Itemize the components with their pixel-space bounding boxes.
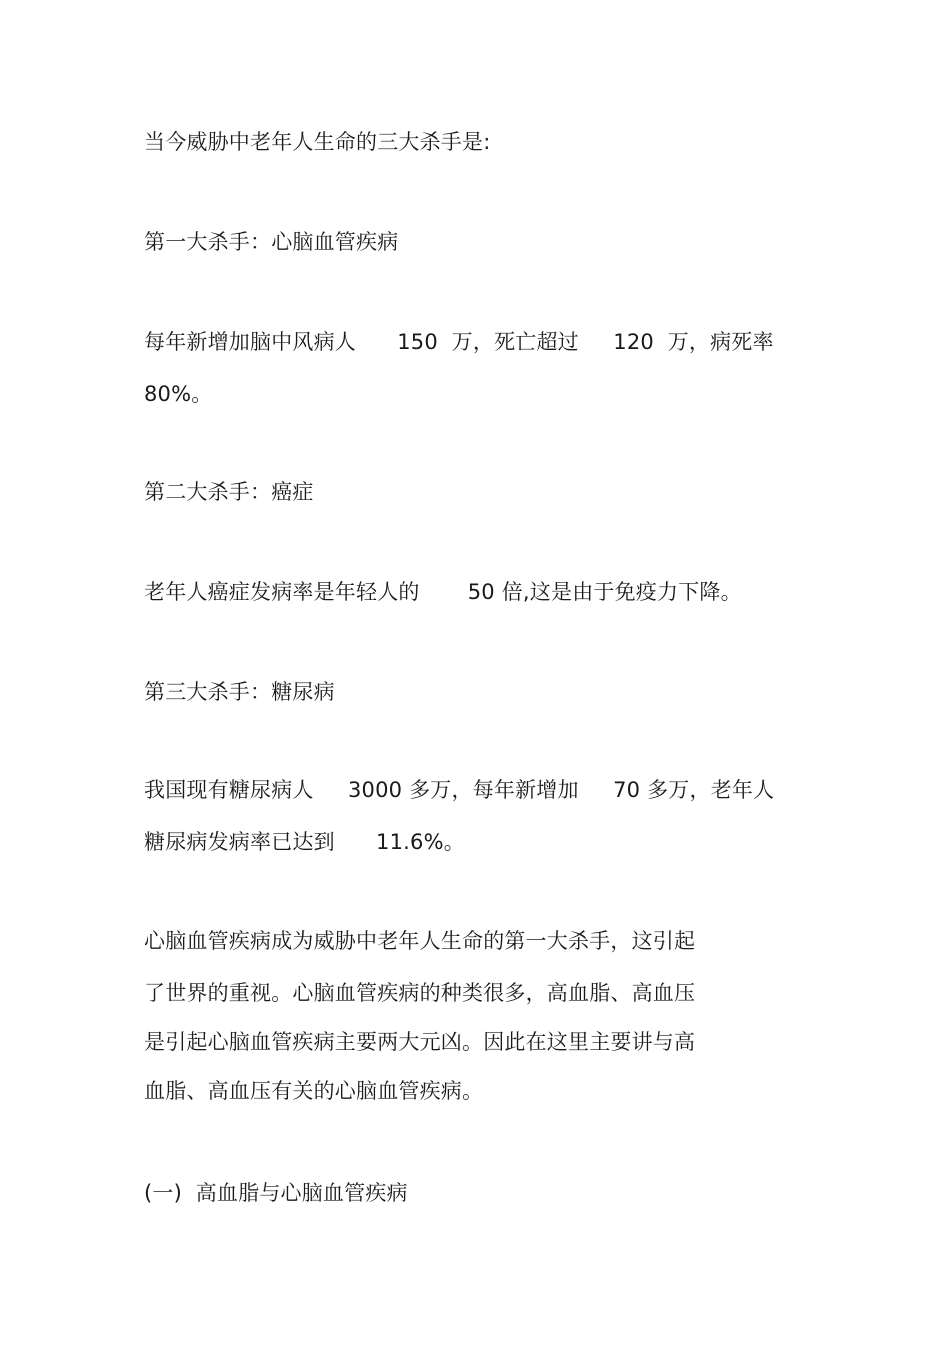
- killer1-heading: 第一大杀手：心脑血管疾病: [144, 230, 399, 254]
- killer1-text-line1: 每年新增加脑中风病人 150 万，死亡超过 120 万，病死率: [144, 330, 774, 354]
- paragraph-line4: 血脂、高血压有关的心脑血管疾病。: [144, 1079, 484, 1103]
- killer1-text-line2: 80%。: [144, 382, 213, 406]
- killer3-heading: 第三大杀手：糖尿病: [144, 680, 335, 704]
- paragraph-line1: 心脑血管疾病成为威胁中老年人生命的第一大杀手，这引起: [144, 929, 696, 953]
- killer2-heading: 第二大杀手：癌症: [144, 480, 314, 504]
- section-heading: (一) 高血脂与心脑血管疾病: [144, 1181, 408, 1205]
- paragraph-line2: 了世界的重视。心脑血管疾病的种类很多，高血脂、高血压: [144, 981, 696, 1005]
- killer2-text-line1: 老年人癌症发病率是年轻人的 50 倍,这是由于免疫力下降。: [144, 580, 742, 604]
- killer3-text-line1: 我国现有糖尿病人 3000 多万，每年新增加 70 多万，老年人: [144, 778, 775, 802]
- killer3-text-line2: 糖尿病发病率已达到 11.6%。: [144, 830, 465, 854]
- intro-line: 当今威胁中老年人生命的三大杀手是:: [144, 130, 491, 154]
- paragraph-line3: 是引起心脑血管疾病主要两大元凶。因此在这里主要讲与高: [144, 1030, 696, 1054]
